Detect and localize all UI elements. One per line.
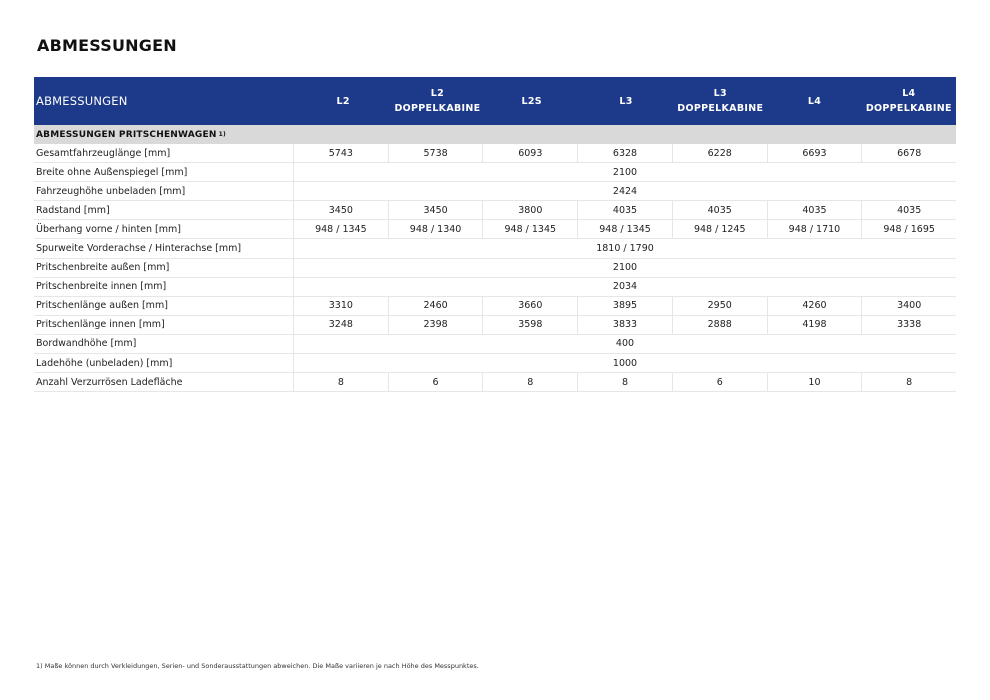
table-cell: 3450 [294, 201, 389, 219]
column-header-l2 [296, 77, 390, 125]
column-header-l4-doppelkabine [862, 77, 956, 125]
table-row [34, 220, 956, 239]
row-label: Ladehöhe (unbeladen) [mm] [34, 354, 294, 372]
table-cell-merged: 2100 [612, 166, 638, 178]
table-row [34, 182, 956, 201]
column-header-line2: DOPPELKABINE [394, 103, 481, 114]
column-header-l2s [485, 77, 579, 125]
table-cell: 3833 [578, 316, 673, 334]
row-label: Breite ohne Außenspiegel [mm] [34, 163, 294, 181]
column-header-line1: L4 [807, 95, 822, 107]
section-title [34, 125, 956, 144]
column-header-line1: L2 [336, 95, 350, 107]
table-cell: 5738 [389, 144, 484, 162]
row-label: Bordwandhöhe [mm] [34, 335, 294, 353]
table-cell-merged: 2424 [612, 185, 638, 197]
table-cell: 3450 [389, 201, 484, 219]
table-row [34, 297, 956, 316]
table-cell: 8 [483, 373, 578, 391]
table-row [34, 335, 956, 354]
column-header-l2-doppelkabine [390, 77, 484, 125]
table-cell: 6693 [768, 144, 863, 162]
table-cell: 948 / 1345 [294, 220, 389, 238]
table-header [34, 77, 956, 125]
row-label: Radstand [mm] [34, 201, 294, 219]
table-cell: 4260 [768, 297, 863, 315]
table-cell: 4035 [578, 201, 673, 219]
row-label: Pritschenbreite außen [mm] [34, 259, 294, 277]
table-cell: 6 [673, 373, 768, 391]
table-row [34, 278, 956, 297]
table-cell: 948 / 1345 [483, 220, 578, 238]
table-cell-merged: 1810 / 1790 [596, 243, 654, 255]
row-label: Pritschenlänge außen [mm] [34, 297, 294, 315]
table-cell: 6678 [897, 147, 922, 159]
table-row [34, 201, 956, 220]
row-label: Pritschenbreite innen [mm] [34, 278, 294, 296]
table-cell: 8 [906, 376, 913, 388]
column-header-line2: DOPPELKABINE [865, 103, 952, 114]
table-cell: 3248 [294, 316, 389, 334]
row-label: Pritschenlänge innen [mm] [34, 316, 294, 334]
footnote-mark: 1) [218, 131, 226, 138]
column-header-line1: L3 [713, 88, 727, 99]
table-cell: 2950 [673, 297, 768, 315]
table-cell: 6 [389, 373, 484, 391]
table-cell: 6328 [578, 144, 673, 162]
header-label: ABMESSUNGEN [36, 94, 128, 108]
table-cell: 948 / 1245 [673, 220, 768, 238]
table-cell: 2888 [673, 316, 768, 334]
table-row [34, 144, 956, 163]
column-header-line1: L2S [521, 95, 542, 107]
table-body [34, 144, 956, 392]
table-cell: 4035 [897, 204, 922, 216]
table-row [34, 239, 956, 258]
row-label: Spurweite Vorderachse / Hinterachse [mm] [34, 239, 294, 257]
row-label: Überhang vorne / hinten [mm] [34, 220, 294, 238]
table-cell-merged: 1000 [612, 357, 638, 369]
section-title-text: ABMESSUNGEN PRITSCHENWAGEN [36, 129, 217, 140]
footnote: 1) Maße können durch Verkleidungen, Serien- und Sonderausstattungen abweichen. Die Maße variieren je nach Höhe des Messpunktes. [36, 662, 479, 670]
table-cell: 948 / 1340 [389, 220, 484, 238]
table-cell: 3895 [578, 297, 673, 315]
table-cell: 2460 [389, 297, 484, 315]
column-header-line1: L3 [619, 95, 633, 107]
table-cell-merged: 2100 [612, 262, 638, 274]
table-cell: 4035 [768, 201, 863, 219]
table-cell: 3800 [483, 201, 578, 219]
table-cell: 3400 [897, 300, 922, 312]
table-cell: 3338 [897, 319, 922, 331]
table-row [34, 316, 956, 335]
column-header-l4 [767, 77, 861, 125]
table-cell-merged: 2034 [612, 281, 638, 293]
table-cell: 10 [768, 373, 863, 391]
table-row [34, 373, 956, 392]
table-cell: 4198 [768, 316, 863, 334]
table-cell: 6093 [483, 144, 578, 162]
table-cell: 3598 [483, 316, 578, 334]
column-header-line2: DOPPELKABINE [677, 103, 764, 114]
table-cell: 2398 [389, 316, 484, 334]
table-cell: 3660 [483, 297, 578, 315]
table-cell: 5743 [294, 144, 389, 162]
table-cell-merged: 400 [615, 338, 635, 350]
page-title: ABMESSUNGEN [37, 36, 177, 55]
column-header-l3 [579, 77, 673, 125]
table-row [34, 354, 956, 373]
table-cell: 8 [578, 373, 673, 391]
row-label: Fahrzeughöhe unbeladen [mm] [34, 182, 294, 200]
table-cell: 948 / 1345 [578, 220, 673, 238]
column-header-line1: L2 [430, 88, 445, 99]
row-label: Gesamtfahrzeuglänge [mm] [34, 144, 294, 162]
table-cell: 948 / 1710 [768, 220, 863, 238]
table-cell: 948 / 1695 [883, 223, 935, 235]
table-row [34, 163, 956, 182]
table-cell: 6228 [673, 144, 768, 162]
row-label: Anzahl Verzurrösen Ladefläche [34, 373, 294, 391]
table-cell: 8 [294, 373, 389, 391]
column-header-l3-doppelkabine [673, 77, 767, 125]
dimensions-table [34, 77, 956, 392]
table-cell: 3310 [294, 297, 389, 315]
table-row [34, 259, 956, 278]
column-header-line1: L4 [902, 88, 916, 99]
table-cell: 4035 [673, 201, 768, 219]
